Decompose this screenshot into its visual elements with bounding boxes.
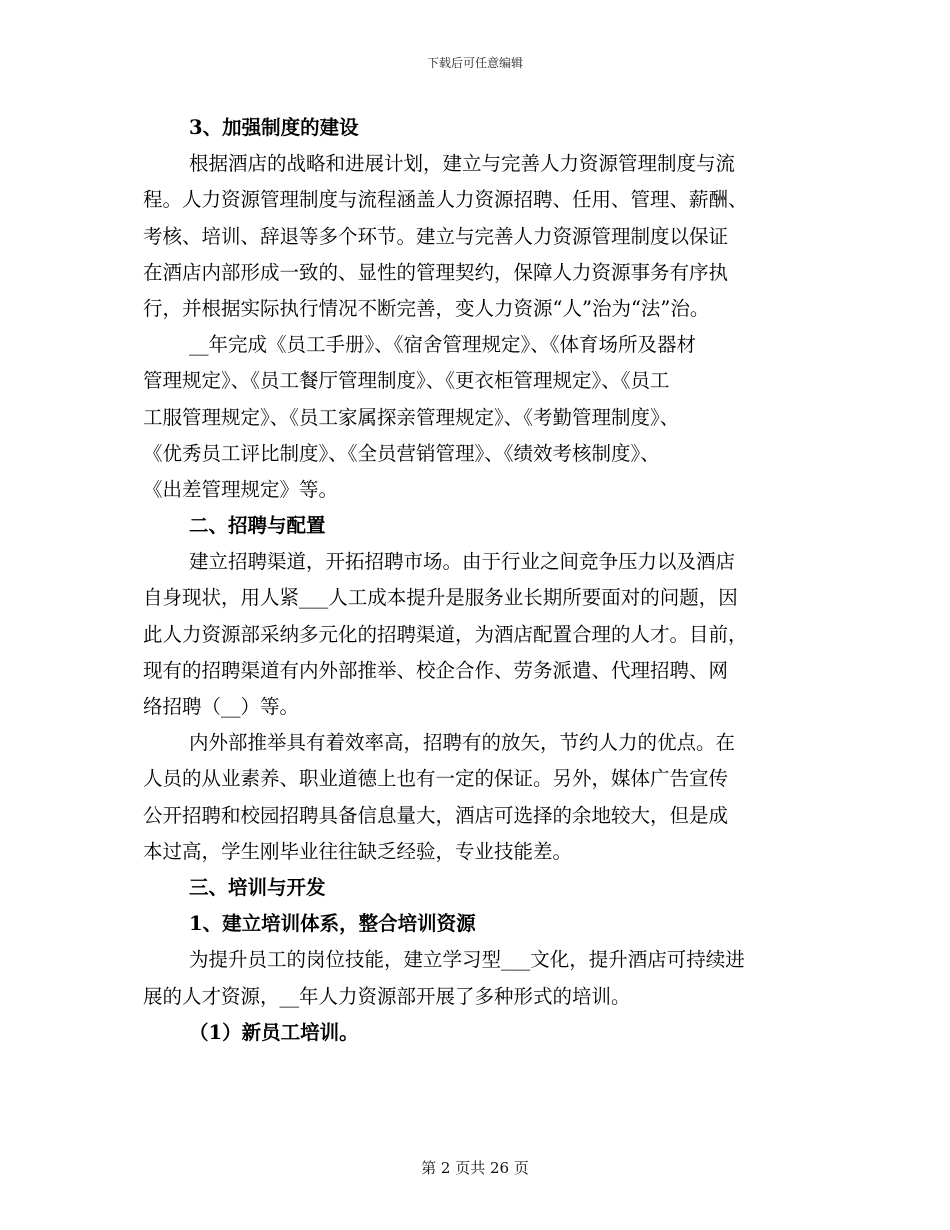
text-line: 《出差管理规定》等。 [143,477,339,501]
text-line: 建立招聘渠道，开拓招聘市场。由于行业之间竞争压力以及酒店 [189,550,736,574]
text-line: 根据酒店的战略和进展计划，建立与完善人力资源管理制度与流 [189,152,736,176]
text-line: 展的人才资源，__年人力资源部开展了多种形式的培训。 [143,984,631,1008]
text-line: 程。人力资源管理制度与流程涵盖人力资源招聘、任用、管理、薪酬、 [143,188,748,212]
section-heading: 3、加强制度的建设 [189,116,359,139]
text-line: 本过高，学生刚毕业往往缺乏经验，专业技能差。 [143,839,573,863]
text-line: 人员的从业素养、职业道德上也有一定的保证。另外，媒体广告宣传 [143,767,729,791]
text-line: 自身现状，用人紧___人工成本提升是服务业长期所要面对的问题，因 [143,586,738,610]
text-line: 在酒店内部形成一致的、显性的管理契约，保障人力资源事务有序执 [143,260,729,284]
text-line: 管理规定》、《员工餐厅管理制度》、《更衣柜管理规定》、《员工 [143,369,670,393]
text-line: 公开招聘和校园招聘具备信息量大，酒店可选择的余地较大，但是成 [143,803,729,827]
section-heading: 二、招聘与配置 [189,514,326,538]
text-line: 工服管理规定》、《员工家属探亲管理规定》、《考勤管理制度》、 [143,405,680,429]
text-line: 现有的招聘渠道有内外部推举、校企合作、劳务派遣、代理招聘、网 [143,658,729,682]
section-heading: （1）新员工培训。 [189,1020,359,1044]
document-body [143,110,813,1051]
text-line: 《优秀员工评比制度》、《全员营销管理》、《绩效考核制度》、 [143,441,660,465]
text-line: 为提升员工的岗位技能，建立学习型___文化，提升酒店可持续进 [189,948,745,972]
text-line: __年完成《员工手册》、《宿舍管理规定》、《体育场所及器材 [189,333,697,357]
text-line: 内外部推举具有着效率高，招聘有的放矢，节约人力的优点。在 [189,731,736,755]
text-line: 考核、培训、辞退等多个环节。建立与完善人力资源管理制度以保证 [143,224,729,248]
section-heading: 三、培训与开发 [189,875,326,899]
text-line: 络招聘（__）等。 [143,695,300,718]
text-line: 行，并根据实际执行情况不断完善，变人力资源“人”治为“法”治。 [143,296,710,320]
page-header: 下载后可任意编辑 [426,56,523,70]
page-footer: 第 2 页共 26 页 [421,1159,529,1177]
text-line: 此人力资源部采纳多元化的招聘渠道，为酒店配置合理的人才。目前， [143,622,748,646]
section-heading: 1、建立培训体系，整合培训资源 [189,912,476,936]
